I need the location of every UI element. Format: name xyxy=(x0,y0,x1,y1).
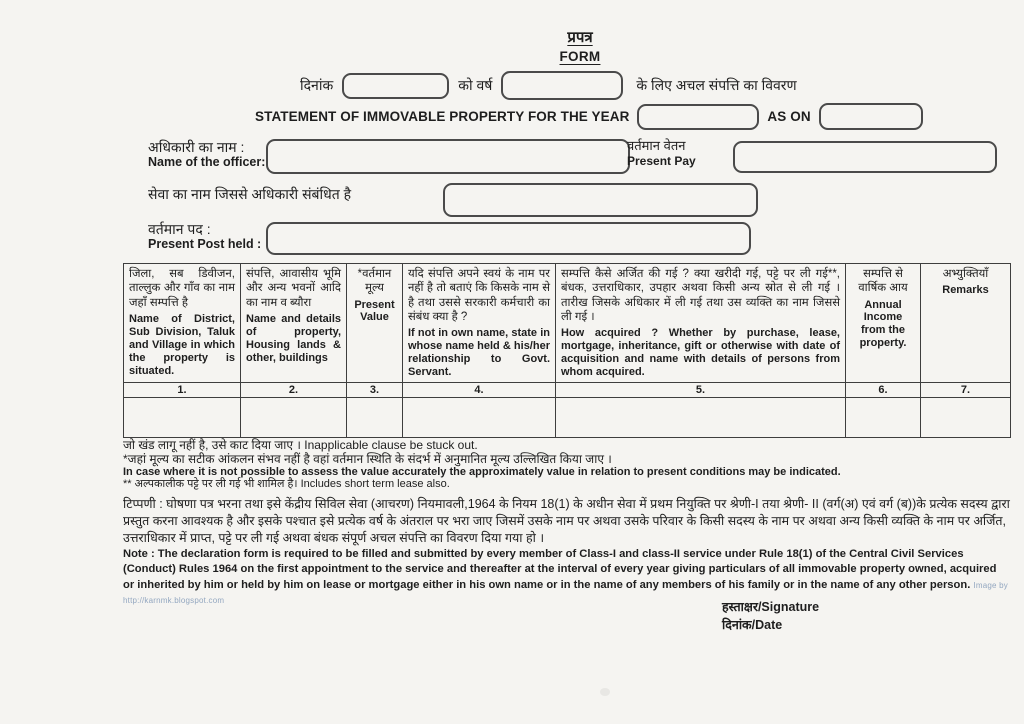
present-post-label-block xyxy=(148,221,261,252)
present-post-input[interactable] xyxy=(266,222,751,255)
form-title-english: FORM xyxy=(559,49,601,64)
form-title-hindi: प्रपत्र xyxy=(567,29,593,46)
year-label: को वर्ष xyxy=(458,77,493,94)
col-number: 2. xyxy=(241,382,347,397)
present-post-label-hindi: वर्तमान पद : xyxy=(148,221,211,237)
col-header-how-acquired: सम्पत्ति कैसे अर्जित की गई ? क्या खरीदी गई, पट्टे पर ली गई**, बंधक, उत्तराधिकार, उपहार अथवा किसी अन्य स्रोत से ली गई । तारीख जिसके अधिकार में ली गई तथा उस व्यक्ति का नाम जिससे ली गई । How acquired ? Whether by purchase, lease, mortgage, inheritance, gift or otherwise with date of acquisition and name with details of persons from whom acquired. xyxy=(556,264,846,383)
note-english-paragraph xyxy=(123,547,1010,609)
col-number: 3. xyxy=(347,382,403,397)
entry-cell-remarks[interactable] xyxy=(921,397,1011,437)
officer-name-label-english: Name of the officer: xyxy=(148,155,266,170)
statement-year-input[interactable] xyxy=(637,104,759,130)
col-header-district: जिला, सब डिवीजन, ताल्लुक और गाँव का नाम जहाँ सम्पत्ति है Name of District, Sub Division, Taluk and Village in which the property is situated. xyxy=(124,264,241,383)
statement-suffix-hindi: के लिए अचल संपत्ति का विवरण xyxy=(636,77,797,94)
present-pay-label-block xyxy=(627,139,696,168)
date-input[interactable] xyxy=(342,73,449,99)
officer-name-label-hindi: अधिकारी का नाम : xyxy=(148,139,245,155)
col-number: 4. xyxy=(403,382,556,397)
entry-cell-how-acquired[interactable] xyxy=(556,397,846,437)
footnote-short-term-lease: ** अल्पकालीक पट्टे पर ली गई भी शामिल है। Includes short term lease also. xyxy=(123,478,450,490)
property-table-wrap xyxy=(123,263,1011,438)
property-table xyxy=(123,263,1011,438)
header-line-hindi xyxy=(300,71,797,100)
year-input[interactable] xyxy=(501,71,623,100)
table-number-row xyxy=(124,382,1011,397)
table-header-row xyxy=(124,264,1011,383)
entry-cell-present-value[interactable] xyxy=(347,397,403,437)
service-label-hindi: सेवा का नाम जिससे अधिकारी संबंधित है xyxy=(148,186,352,202)
col-header-remarks: अभ्युक्तियाँ Remarks xyxy=(921,264,1011,383)
footnote-approx-value-hindi: *जहां मूल्य का सटीक आंकलन संभव नहीं है वहां वर्तमान स्थिति के संदर्भ में अनुमानित मूल्य उल्लिखित किया जाए । xyxy=(123,452,612,466)
header-line-english xyxy=(255,103,923,130)
as-on-input[interactable] xyxy=(819,103,923,130)
date-label: दिनांक xyxy=(300,77,334,94)
signature-label: हस्ताक्षर/Signature xyxy=(722,600,820,614)
table-entry-row xyxy=(124,397,1011,437)
col-number: 5. xyxy=(556,382,846,397)
form-title-block xyxy=(530,27,630,64)
signature-block xyxy=(722,598,819,634)
as-on-label: AS ON xyxy=(767,109,811,124)
officer-name-label-block xyxy=(148,139,265,170)
col-header-not-own-name: यदि संपत्ति अपने स्वयं के नाम पर नहीं है तो बताएं कि किसके नाम से है तथा उससे सरकारी कर्मचारी का संबंध क्या है ? If not in own name, state in whose name held & his/her relationship to Govt. Servant. xyxy=(403,264,556,383)
entry-cell-not-own-name[interactable] xyxy=(403,397,556,437)
note-hindi-tippani: टिप्पणी : घोषणा पत्र भरना तथा इसे केंद्रीय सिविल सेवा (आचरण) नियमावली,1964 के नियम 18(1) के अधीन सेवा में प्रथम नियुक्ति पर श्रेणी-I तया श्रेणी- II (वर्ग(अ) एवं वर्ग (ब))के प्रत्येक सदस्य द्वारा प्रस्तुत करना आवश्यक है और इसके पश्चात इसे प्रत्येक वर्ष के अंतराल पर भरा जाए जिसमें उसके नाम पर अथवा उसके परिवार के किसी सदस्य के नाम पर अथवा अन्य किसी व्यक्ति के नाम पर अर्जित, उत्तराधिकार में प्राप्त, पट्टे पर ली गई अथवा बंधक संपूर्ण अचल संपत्ति का विवरण दिया गया हो । xyxy=(123,497,1010,545)
col-header-annual-income: सम्पत्ति से वार्षिक आय Annual Income from the property. xyxy=(846,264,921,383)
present-pay-label-hindi: वर्तमान वेतन xyxy=(627,138,686,153)
entry-cell-annual-income[interactable] xyxy=(846,397,921,437)
col-number: 6. xyxy=(846,382,921,397)
present-pay-input[interactable] xyxy=(733,141,997,173)
col-header-property-details: संपत्ति, आवासीय भूमि और अन्य भवनों आदि का नाम व ब्यौरा Name and details of property, Housing lands & other, buildings xyxy=(241,264,347,383)
scan-smudge-artifact xyxy=(600,688,610,696)
note-english-text: Note : The declaration form is required to be filled and submitted by every member of Class-I and class-II service under Rule 18(1) of the Central Civil Services (Conduct) Rules 1964 on the first appointment to the service and thereafter at the interval of every year giving particulars of all immovable property owned, acquired or inherited by him or held by him on lease or mortgage either in his own name or in the name of any members of his family or in the name of any other person. xyxy=(123,548,997,591)
entry-cell-district[interactable] xyxy=(124,397,241,437)
col-header-present-value: *वर्तमान मूल्य Present Value xyxy=(347,264,403,383)
service-input[interactable] xyxy=(443,183,758,217)
footnote-approx-value-english: In case where it is not possible to assess the value accurately the approximately value in relation to present conditions may be indicated. xyxy=(123,466,841,478)
col-number: 7. xyxy=(921,382,1011,397)
entry-cell-property-details[interactable] xyxy=(241,397,347,437)
watermark-credit: Image by http://karnmk.blogspot.com xyxy=(123,580,1008,606)
footnote-inapplicable: जो खंड लागू नहीं है, उसे काट दिया जाए । Inapplicable clause be stuck out. xyxy=(123,438,478,452)
col-number: 1. xyxy=(124,382,241,397)
officer-name-input[interactable] xyxy=(266,139,630,174)
statement-title: STATEMENT OF IMMOVABLE PROPERTY FOR THE YEAR xyxy=(255,109,630,124)
date-label-footer: दिनांक/Date xyxy=(722,618,783,633)
present-post-label-english: Present Post held : xyxy=(148,237,262,252)
present-pay-label-english: Present Pay xyxy=(627,153,696,168)
